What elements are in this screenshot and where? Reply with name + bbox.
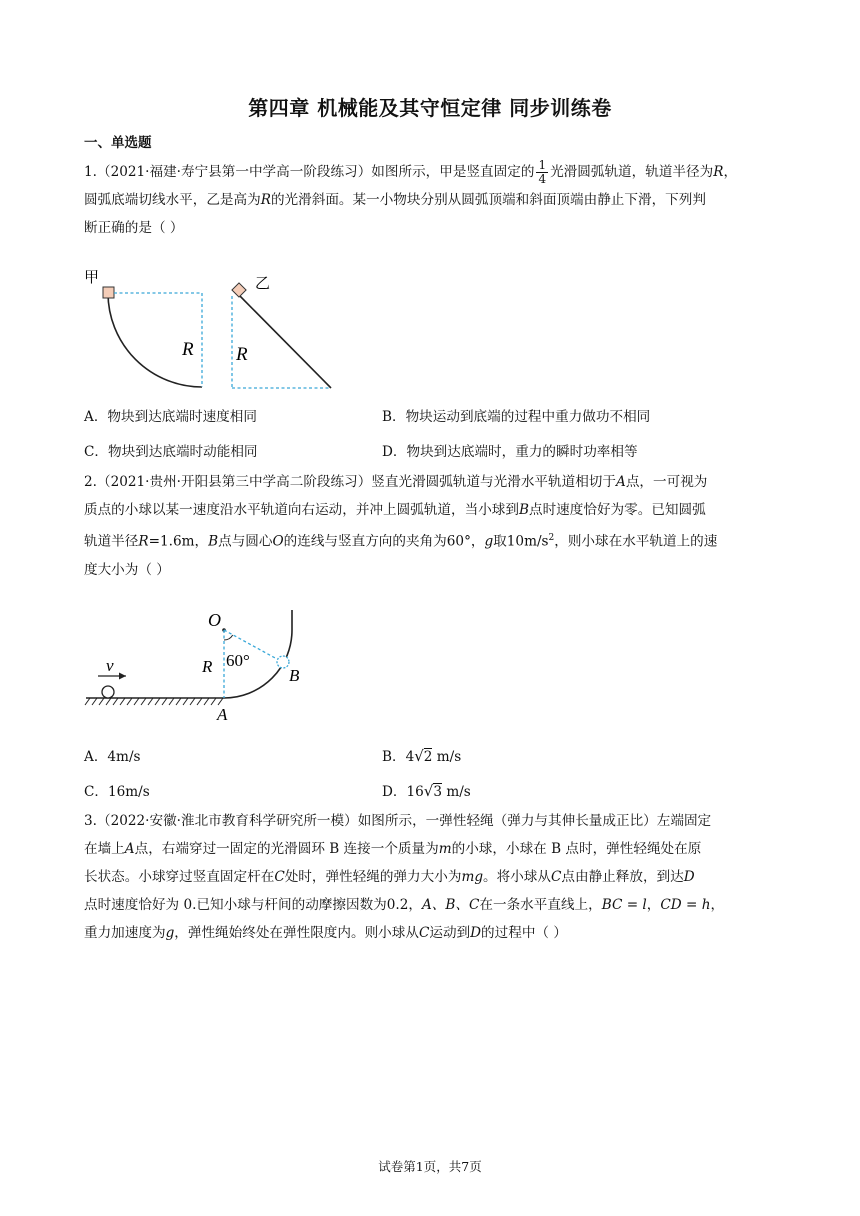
q1-option-a[interactable]: A．物块到达底端时速度相同	[84, 409, 257, 425]
label-O: O	[208, 610, 221, 630]
section-heading: 一、单选题	[84, 135, 152, 151]
question-1-text: 1.（2021·福建·寿宁县第一中学高一阶段练习）如图所示，甲是竖直固定的 $\frac{1}{4}$ 光滑圆弧轨道，轨道半径为R， 圆弧底端切线水平，乙是高为R的光滑斜面。某一小物块分别从圆弧顶端和斜面顶端由静止下滑，下列判 断正确的是（ ）	[84, 158, 738, 236]
figure-q2	[84, 610, 314, 725]
label-A: A	[217, 705, 228, 724]
label-R-yi: R	[236, 344, 248, 365]
block-yi	[232, 283, 246, 297]
ball-at-b	[277, 656, 289, 668]
label-B: B	[289, 666, 300, 685]
question-3-text: 3.（2022·安徽·淮北市教育科学研究所一模）如图所示，一弹性轻绳（弹力与其伸长量成正比）左端固定 在墙上A点，右端穿过一固定的光滑圆环 B 连接一个质量为m的小球，小球在 B 点时，弹性轻绳处在原 长状态。小球穿过竖直固定杆在C处时，弹性轻绳的弹力大小为mg。将小球从C点由静止释放，到达D 点时速度恰好为 0.已知小球与杆间的动摩擦因数为0.2，A、B、C在一条水平直线上，BC = l，CD = h， 重力加速度为g，弹性绳始终处在弹性限度内。则小球从C运动到D的过程中（ ）	[84, 813, 725, 941]
q2-option-d[interactable]: D．16√3 m/s	[382, 782, 471, 800]
page-footer: 试卷第1页，共7页	[378, 1159, 482, 1174]
label-angle: 60°	[226, 651, 250, 670]
label-v: v	[106, 656, 114, 675]
incline-track	[236, 292, 331, 388]
label-R: R	[202, 657, 213, 676]
ball	[102, 686, 114, 698]
label-jia: 甲	[84, 270, 100, 286]
q1-option-b[interactable]: B．物块运动到底端的过程中重力做功不相同	[382, 409, 651, 425]
q2-option-b[interactable]: B．4√2 m/s	[382, 747, 462, 765]
label-R-jia: R	[182, 339, 194, 360]
question-2-text: 2.（2021·贵州·开阳县第三中学高二阶段练习）竖直光滑圆弧轨道与光滑水平轨道相切于A点，一可视为 质点的小球以某一速度沿水平轨道向右运动，并冲上圆弧轨道，当小球到B点时速度恰好为零。已知圆弧 轨道半径R=1.6m，B点与圆心O的连线与竖直方向的夹角为60°，g取$10m/s^2$，则小球在水平轨道上的速 度大小为（ ）	[84, 474, 718, 578]
q1-option-d[interactable]: D．物块到达底端时，重力的瞬时功率相等	[382, 444, 638, 460]
q2-option-c[interactable]: C．16m/s	[84, 784, 150, 800]
q1-option-c[interactable]: C．物块到达底端时动能相同	[84, 444, 258, 460]
block-jia	[103, 287, 114, 298]
label-yi: 乙	[255, 276, 271, 292]
fraction-quarter: $\frac{1}{4}$	[538, 158, 547, 186]
page-title: 第四章 机械能及其守恒定律 同步训练卷	[248, 96, 612, 120]
figure-q1	[84, 266, 344, 396]
q2-option-a[interactable]: A．4m/s	[84, 749, 141, 765]
